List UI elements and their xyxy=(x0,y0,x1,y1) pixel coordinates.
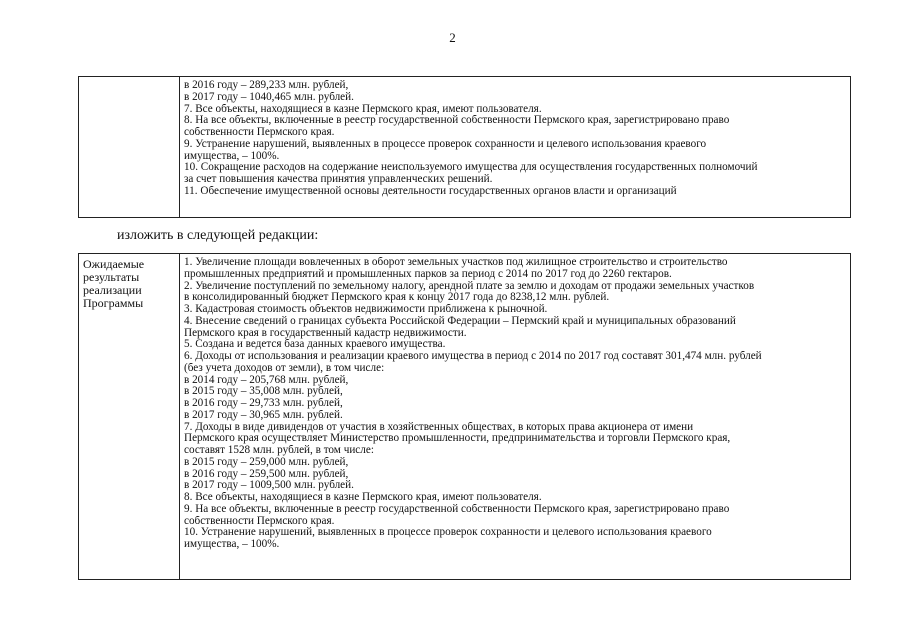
text-line: 10. Сокращение расходов на содержание неиспользуемого имущества для осуществления государственных полномочий xyxy=(184,162,758,174)
text-line: промышленных предприятий и промышленных парков за период с 2014 по 2017 год до 2260 гектаров. xyxy=(184,268,672,280)
previous-version-table xyxy=(78,76,851,218)
text-line: 3. Кадастровая стоимость объектов недвижимости приближена к рыночной. xyxy=(184,304,548,315)
label-line: результаты xyxy=(83,270,140,284)
text-line: имущества, – 100%. xyxy=(184,539,280,550)
text-line: в 2017 году – 1040,465 млн. рублей. xyxy=(184,91,354,103)
text-line: Пермского края в государственный кадастр недвижимости. xyxy=(184,327,467,339)
text-line: 8. На все объекты, включенные в реестр государственной собственности Пермского края, зарегистрировано право xyxy=(184,115,730,127)
expected-results-label-cell xyxy=(79,254,180,579)
text-line: в 2014 году – 205,768 млн. рублей, xyxy=(184,374,349,386)
old-table-right-cell xyxy=(180,77,850,217)
text-line: за счет повышения качества принятия управленческих решений. xyxy=(184,174,493,185)
text-line: в 2016 году – 29,733 млн. рублей, xyxy=(184,398,343,409)
text-line: в 2016 году – 259,500 млн. рублей, xyxy=(184,468,349,480)
new-version-table xyxy=(78,253,851,580)
text-line: в 2015 году – 259,000 млн. рублей, xyxy=(184,456,349,468)
text-line: 9. Устранение нарушений, выявленных в процессе проверок сохранности и целевого использования краевого xyxy=(184,138,707,150)
text-line: 10. Устранение нарушений, выявленных в процессе проверок сохранности и целевого использования краевого xyxy=(184,527,712,539)
text-line: в 2016 году – 289,233 млн. рублей, xyxy=(184,80,349,91)
text-line: собственности Пермского края. xyxy=(184,127,335,138)
text-line: 8. Все объекты, находящиеся в казне Пермского края, имеют пользователя. xyxy=(184,492,542,503)
old-table-left-cell xyxy=(79,77,180,217)
text-line: 9. На все объекты, включенные в реестр государственной собственности Пермского края, зарегистрировано право xyxy=(184,503,730,515)
text-line: 1. Увеличение площади вовлеченных в оборот земельных участков под жилищное строительство и строительство xyxy=(184,257,728,268)
label-line: Ожидаемые xyxy=(83,257,145,271)
text-line: составят 1528 млн. рублей, в том числе: xyxy=(184,445,374,456)
text-line: 7. Все объекты, находящиеся в казне Пермского края, имеют пользователя. xyxy=(184,103,542,115)
text-line: 4. Внесение сведений о границах субъекта Российской Федерации – Пермский край и муниципальных образований xyxy=(184,315,736,327)
text-line: 6. Доходы от использования и реализации краевого имущества в период с 2014 по 2017 год составят 301,474 млн. рублей xyxy=(184,351,762,362)
text-line: в 2015 году – 35,008 млн. рублей, xyxy=(184,386,343,398)
text-line: собственности Пермского края. xyxy=(184,515,335,527)
label-line: реализации xyxy=(83,283,142,297)
text-line: в консолидированный бюджет Пермского края к концу 2017 года до 8238,12 млн. рублей. xyxy=(184,292,610,304)
page-number: 2 xyxy=(449,30,456,45)
text-line: 7. Доходы в виде дивидендов от участия в хозяйственных обществах, в которых права акционера от имени xyxy=(184,421,694,433)
text-line: имущества, – 100%. xyxy=(184,150,280,162)
expected-results-content-cell xyxy=(180,254,850,579)
text-line: 11. Обеспечение имущественной основы деятельности государственных органов власти и организаций xyxy=(184,185,677,197)
lead-text: изложить в следующей редакции: xyxy=(117,228,319,243)
text-line: в 2017 году – 30,965 млн. рублей. xyxy=(184,409,343,421)
text-line: Пермского края осуществляет Министерство промышленности, предпринимательства и торговли Пермского края, xyxy=(184,433,731,445)
text-line: 2. Увеличение поступлений по земельному налогу, арендной плате за землю и доходам от продажи земельных участков xyxy=(184,280,755,292)
text-line: в 2017 году – 1009,500 млн. рублей. xyxy=(184,480,354,492)
label-line: Программы xyxy=(83,296,144,310)
text-line: 5. Создана и ведется база данных краевого имущества. xyxy=(184,339,446,351)
text-line: (без учета доходов от земли), в том числе: xyxy=(184,362,385,374)
